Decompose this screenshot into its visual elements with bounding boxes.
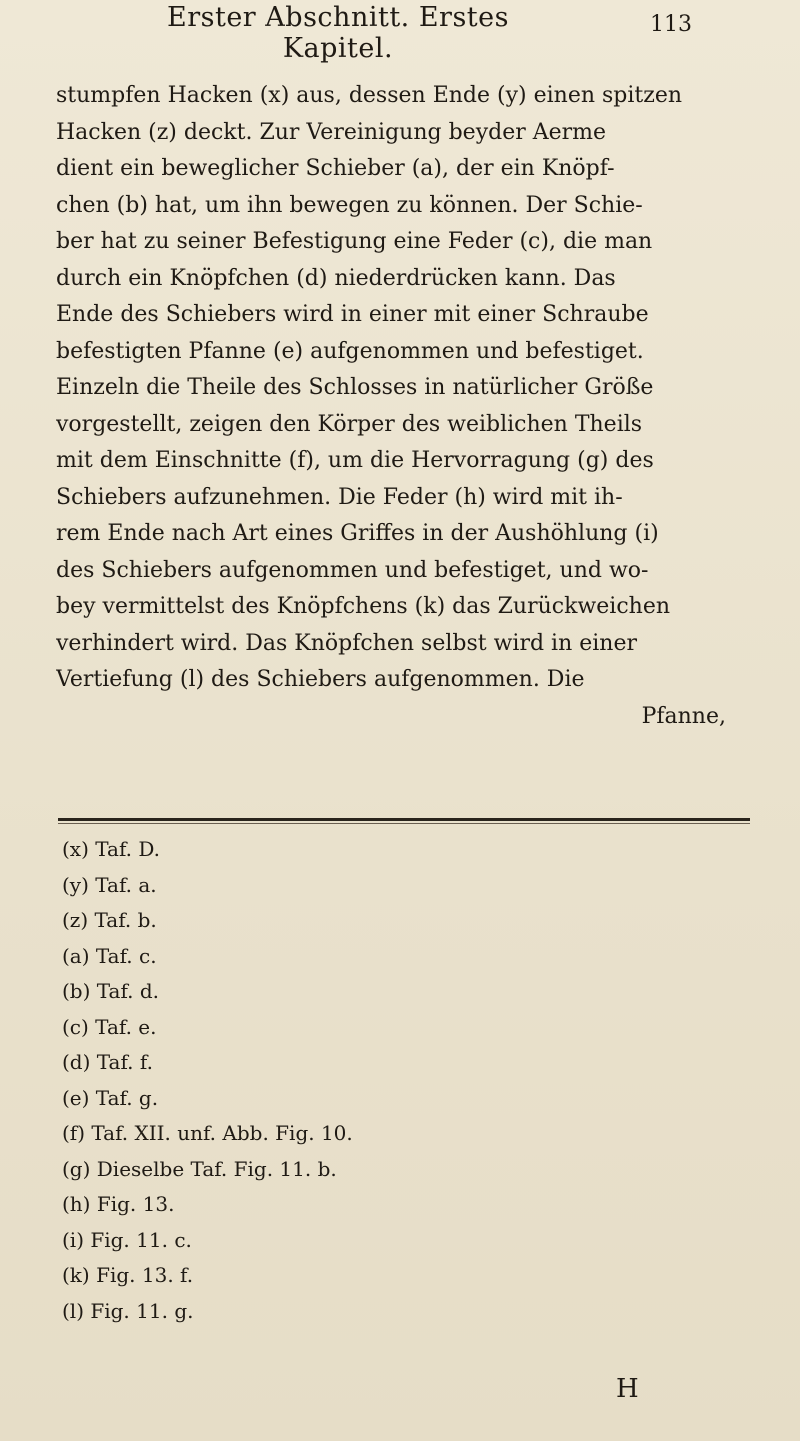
footnote: (k) Fig. 13. f. <box>62 1263 194 1287</box>
body-line: vorgestellt, zeigen den Körper des weiblichen Theils <box>56 411 643 437</box>
footnote: (g) Dieselbe Taf. Fig. 11. b. <box>62 1156 337 1181</box>
footnote: (y) Taf. a. <box>62 872 157 897</box>
footnote-rule <box>58 818 750 821</box>
body-line: stumpfen Hacken (x) aus, dessen Ende (y) einen spitzen <box>56 83 683 108</box>
footnote-rule-thin <box>58 823 750 824</box>
body-line: bey vermittelst des Knöpfchens (k) das Zurückweichen <box>56 594 671 619</box>
body-line: befestigten Pfanne (e) aufgenommen und befestiget. <box>56 338 644 364</box>
footnote: (c) Taf. e. <box>62 1014 157 1039</box>
body-line: chen (b) hat, um ihn bewegen zu können. Der Schie- <box>56 192 643 218</box>
body-line: Vertiefung (l) des Schiebers aufgenommen. Die <box>56 667 585 692</box>
body-line: durch ein Knöpfchen (d) niederdrücken kann. Das <box>56 265 616 291</box>
footnote: (l) Fig. 11. g. <box>62 1298 194 1323</box>
footnote: (f) Taf. XII. unf. Abb. Fig. 10. <box>62 1121 353 1145</box>
footnotes <box>62 832 462 1329</box>
footnote: (e) Taf. g. <box>62 1085 159 1110</box>
running-head: Erster Abschnitt. Erstes Kapitel. <box>167 2 509 64</box>
body-text <box>56 78 756 735</box>
footnote: (a) Taf. c. <box>62 943 157 968</box>
footnote: (x) Taf. D. <box>62 837 161 861</box>
body-line: Einzeln die Theile des Schlosses in natürlicher Größe <box>56 375 654 400</box>
footnote: (h) Fig. 13. <box>62 1192 175 1216</box>
footnote: (b) Taf. d. <box>62 979 160 1003</box>
body-line: Ende des Schiebers wird in einer mit einer Schraube <box>56 302 649 327</box>
body-line: dient ein beweglicher Schieber (a), der ein Knöpf- <box>56 156 615 181</box>
body-line: verhindert wird. Das Knöpfchen selbst wird in einer <box>56 630 638 656</box>
body-line: rem Ende nach Art eines Griffes in der Aushöhlung (i) <box>56 521 659 546</box>
page-number: 113 <box>650 12 692 37</box>
body-line: ber hat zu seiner Befestigung eine Feder (c), die man <box>56 229 653 254</box>
footnote: (z) Taf. b. <box>62 908 157 932</box>
body-line: Hacken (z) deckt. Zur Vereinigung beyder Aerme <box>56 119 607 145</box>
catchword: H <box>616 1374 639 1404</box>
body-line: Schiebers aufzunehmen. Die Feder (h) wird mit ih- <box>56 484 623 510</box>
footnote: (d) Taf. f. <box>62 1050 153 1074</box>
body-line: mit dem Einschnitte (f), um die Hervorragung (g) des <box>56 448 654 473</box>
body-line: des Schiebers aufgenommen und befestiget, und wo- <box>56 557 649 583</box>
footnote: (i) Fig. 11. c. <box>62 1227 192 1252</box>
body-line-last: Pfanne, <box>641 703 726 729</box>
